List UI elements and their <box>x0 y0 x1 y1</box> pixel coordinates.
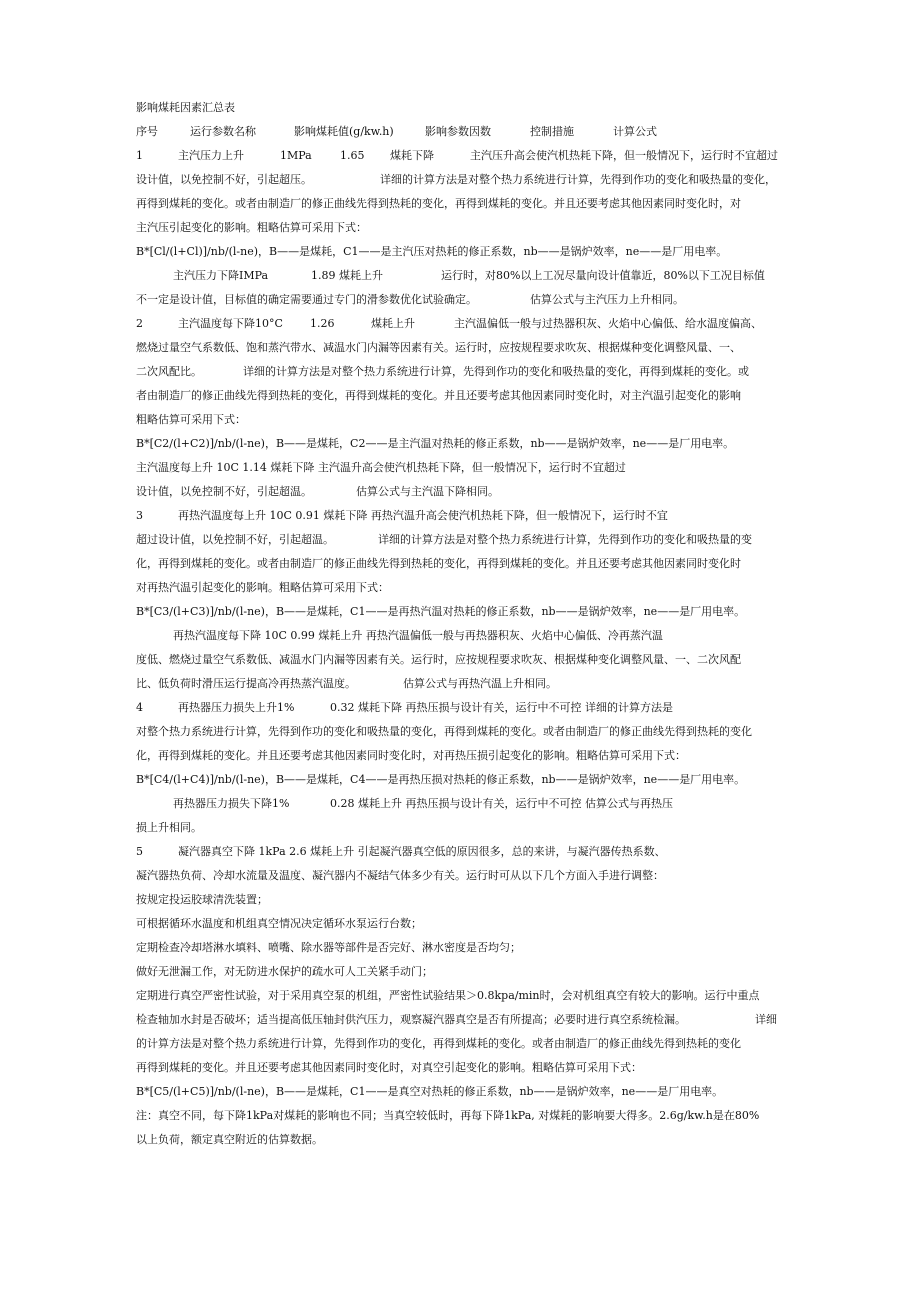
formula-line <box>0 244 920 268</box>
text-line <box>0 532 920 556</box>
text-line <box>0 892 920 916</box>
param-name: 主汽温度每下降10°C <box>178 317 283 330</box>
text-line <box>0 700 920 724</box>
text-segment: 设计值，以免控制不好，引起超压。 <box>136 173 312 186</box>
text-line <box>0 460 920 484</box>
text-segment: 主汽温偏低一般与过热器积灰、火焰中心偏低、给水温度偏高、 <box>454 317 762 330</box>
text-line <box>0 340 920 364</box>
text-line <box>0 820 920 844</box>
row-index: 2 <box>136 317 143 330</box>
text-segment: 定期进行真空严密性试验，对于采用真空泵的机组，严密性试验结果＞0.8kpa/min时，会对机组真空有较大的影响。运行中重点 <box>136 989 760 1002</box>
text-line <box>0 652 920 676</box>
text-segment: 0.32 煤耗下降 再热压损与设计有关，运行中不可控 详细的计算方法是 <box>330 701 673 714</box>
text-segment: 比、低负荷时滑压运行提高冷再热蒸汽温度。 <box>136 677 356 690</box>
text-segment: 再热汽温度每下降 10C 0.99 煤耗上升 再热汽温偏低一般与再热器积灰、火焰中心偏低、冷再蒸汽温 <box>173 629 663 642</box>
text-segment: 对再热汽温引起变化的影响。粗略估算可采用下式： <box>136 581 389 594</box>
text-line <box>0 940 920 964</box>
param-name: 再热器压力损失上升1% <box>178 701 295 714</box>
text-segment: 定期检查冷却塔淋水填料、喷嘴、除水器等部件是否完好、淋水密度是否均匀； <box>136 941 521 954</box>
text-segment: 粗略估算可采用下式： <box>136 413 246 426</box>
text-segment: 估算公式与主汽温下降相同。 <box>356 485 499 498</box>
text-line <box>0 556 920 580</box>
formula: B*[Cl/(l+Cl)]/nb/(l-ne)，B——是煤耗，C1——是主汽压对热耗的修正系数，nb——是锅炉效率，ne——是厂用电率。 <box>136 245 728 258</box>
text-line <box>0 1036 920 1060</box>
text-segment: 再热汽温度每上升 10C 0.91 煤耗下降 再热汽温升高会使汽机热耗下降，但一般情况下，运行时不宜 <box>178 509 668 522</box>
coal-effect: 煤耗下降 <box>390 149 434 162</box>
formula: B*[C2/(l+C2)]/nb/(l-ne)，B——是煤耗，C2——是主汽温对热耗的修正系数，nb——是锅炉效率，ne——是厂用电率。 <box>136 437 735 450</box>
formula-line <box>0 1084 920 1108</box>
coal-effect: 煤耗上升 <box>371 317 415 330</box>
text-line <box>0 412 920 436</box>
text-segment: 估算公式与再热汽温上升相同。 <box>403 677 557 690</box>
text-line <box>0 268 920 292</box>
note-text: 注：真空不同，每下降1kPa对煤耗的影响也不同；当真空较低时，再每下降1kPa, 对煤耗的影响要大得多。2.6g/kw.h是在80% <box>136 1109 760 1122</box>
note-line <box>0 1108 920 1132</box>
text-line <box>0 508 920 532</box>
text-segment: 超过设计值，以免控制不好，引起超温。 <box>136 533 334 546</box>
text-segment: 详细的计算方法是对整个热力系统进行计算，先得到作功的变化和吸热量的变 <box>378 533 752 546</box>
text-segment: 主汽压升高会使汽机热耗下降，但一般情况下，运行时不宜超过 <box>470 149 778 162</box>
text-line <box>0 220 920 244</box>
row-index: 1 <box>136 149 143 162</box>
text-segment: 凝汽器热负荷、冷却水流量及温度、凝汽器内不凝结气体多少有关。运行时可从以下几个方面入手进行调整： <box>136 869 664 882</box>
text-segment: 运行时，对80%以上工况尽量向设计值靠近，80%以下工况目标值 <box>441 269 765 282</box>
text-segment: 可根据循环水温度和机组真空情况决定循环水泵运行台数； <box>136 917 422 930</box>
text-line <box>0 292 920 316</box>
param-name: 主汽压力上升 <box>178 149 244 162</box>
text-segment: 不一定是设计值，目标值的确定需要通过专门的滑参数优化试验确定。 <box>136 293 477 306</box>
header-factor: 影响参数因数 <box>425 125 491 138</box>
text-line <box>0 796 920 820</box>
text-segment: 详细的计算方法是对整个热力系统进行计算，先得到作功的变化和吸热量的变化， <box>380 173 776 186</box>
text-line <box>0 628 920 652</box>
coal-value: 1.65 <box>340 149 365 162</box>
text-segment: 做好无泄漏工作，对无防进水保护的疏水可人工关紧手动门； <box>136 965 433 978</box>
header-coal-value: 影响煤耗值(g/kw.h) <box>294 125 394 138</box>
header-control: 控制措施 <box>530 125 574 138</box>
text-line <box>0 172 920 196</box>
coal-value: 1.26 <box>310 317 335 330</box>
text-segment: 燃烧过量空气系数低、饱和蒸汽带水、减温水门内漏等因素有关。运行时，应按规程要求吹灰、根据煤种变化调整风量、一、 <box>136 341 741 354</box>
text-line <box>0 148 920 172</box>
text-segment: 详细 <box>755 1013 777 1026</box>
text-segment: 度低、燃烧过量空气系数低、减温水门内漏等因素有关。运行时，应按规程要求吹灰、根据煤种变化调整风量、一、二次风配 <box>136 653 741 666</box>
text-segment: 损上升相同。 <box>136 821 202 834</box>
text-segment: 再得到煤耗的变化。并且还要考虑其他因素同时变化时，对真空引起变化的影响。粗略估算可采用下式： <box>136 1061 642 1074</box>
text-line <box>0 580 920 604</box>
text-segment: 按规定投运胶球清洗装置； <box>136 893 268 906</box>
text-line <box>0 964 920 988</box>
text-line <box>0 916 920 940</box>
text-line <box>0 484 920 508</box>
header-param-name: 运行参数名称 <box>190 125 256 138</box>
text-segment: 0.28 煤耗上升 再热压损与设计有关，运行中不可控 估算公式与再热压 <box>330 797 673 810</box>
formula-line <box>0 772 920 796</box>
text-segment: 估算公式与主汽压力上升相同。 <box>530 293 684 306</box>
text-segment: 主汽温度每上升 10C 1.14 煤耗下降 主汽温升高会使汽机热耗下降，但一般情况下，运行时不宜超过 <box>136 461 626 474</box>
formula: B*[C4/(l+C4)]/nb/(l-ne)，B——是煤耗，C4——是再热压损对热耗的修正系数，nb——是锅炉效率，ne——是厂用电率。 <box>136 773 746 786</box>
param-name: 再热器压力损失下降1% <box>173 797 290 810</box>
header-index: 序号 <box>136 125 158 138</box>
note-text: 以上负荷，额定真空附近的估算数据。 <box>136 1133 323 1146</box>
text-line <box>0 724 920 748</box>
text-segment: 凝汽器真空下降 1kPa 2.6 煤耗上升 引起凝汽器真空低的原因很多，总的来讲，与凝汽器传热系数、 <box>178 845 666 858</box>
text-segment: 对整个热力系统进行计算，先得到作功的变化和吸热量的变化，再得到煤耗的变化。或者由制造厂的修正曲线先得到热耗的变化 <box>136 725 752 738</box>
table-header-row <box>0 124 920 148</box>
text-segment: 二次风配比。 <box>136 365 202 378</box>
coal-value: 1.89 煤耗上升 <box>311 269 383 282</box>
text-segment: 化，再得到煤耗的变化。或者由制造厂的修正曲线先得到热耗的变化，再得到煤耗的变化。并且还要考虑其他因素同时变化时 <box>136 557 741 570</box>
header-formula: 计算公式 <box>613 125 657 138</box>
document-title: 影响煤耗因素汇总表 <box>136 101 235 114</box>
text-segment: 化，再得到煤耗的变化。并且还要考虑其他因素同时变化时，对再热压损引起变化的影响。粗略估算可采用下式： <box>136 749 686 762</box>
text-segment: 的计算方法是对整个热力系统进行计算，先得到作功的变化，再得到煤耗的变化。或者由制造厂的修正曲线先得到热耗的变化 <box>136 1037 741 1050</box>
row-index: 3 <box>136 509 143 522</box>
text-line <box>0 748 920 772</box>
param-name: 主汽压力下降IMPa <box>173 269 269 282</box>
formula: B*[C3/(l+C3)]/nb/(l-ne)，B——是煤耗，C1——是再热汽温对热耗的修正系数，nb——是锅炉效率，ne——是厂用电率。 <box>136 605 746 618</box>
text-segment: 设计值，以免控制不好，引起超温。 <box>136 485 312 498</box>
text-line <box>0 1060 920 1084</box>
note-line <box>0 1132 920 1156</box>
text-line <box>0 316 920 340</box>
formula: B*[C5/(l+C5)]/nb/(l-ne)，B——是煤耗，C1——是真空对热耗的修正系数，nb——是锅炉效率，ne——是厂用电率。 <box>136 1085 724 1098</box>
text-segment: 者由制造厂的修正曲线先得到热耗的变化，再得到煤耗的变化。并且还要考虑其他因素同时变化时，对主汽温引起变化的影响 <box>136 389 741 402</box>
text-line <box>0 676 920 700</box>
formula-line <box>0 436 920 460</box>
param-change: 1MPa <box>280 149 312 162</box>
text-line <box>0 844 920 868</box>
text-line <box>0 388 920 412</box>
text-segment: 详细的计算方法是对整个热力系统进行计算，先得到作功的变化和吸热量的变化，再得到煤耗的变化。或 <box>243 365 749 378</box>
document-title-line <box>0 100 920 124</box>
text-segment: 主汽压引起变化的影响。粗略估算可采用下式： <box>136 221 367 234</box>
row-index: 5 <box>136 845 143 858</box>
text-line <box>0 1012 920 1036</box>
text-line <box>0 364 920 388</box>
text-line <box>0 196 920 220</box>
row-index: 4 <box>136 701 143 714</box>
text-segment: 再得到煤耗的变化。或者由制造厂的修正曲线先得到热耗的变化，再得到煤耗的变化。并且还要考虑其他因素同时变化时，对 <box>136 197 741 210</box>
formula-line <box>0 604 920 628</box>
text-line <box>0 868 920 892</box>
text-segment: 检查轴加水封是否破坏；适当提高低压轴封供汽压力，观察凝汽器真空是否有所提高；必要时进行真空系统检漏。 <box>136 1013 686 1026</box>
text-line <box>0 988 920 1012</box>
